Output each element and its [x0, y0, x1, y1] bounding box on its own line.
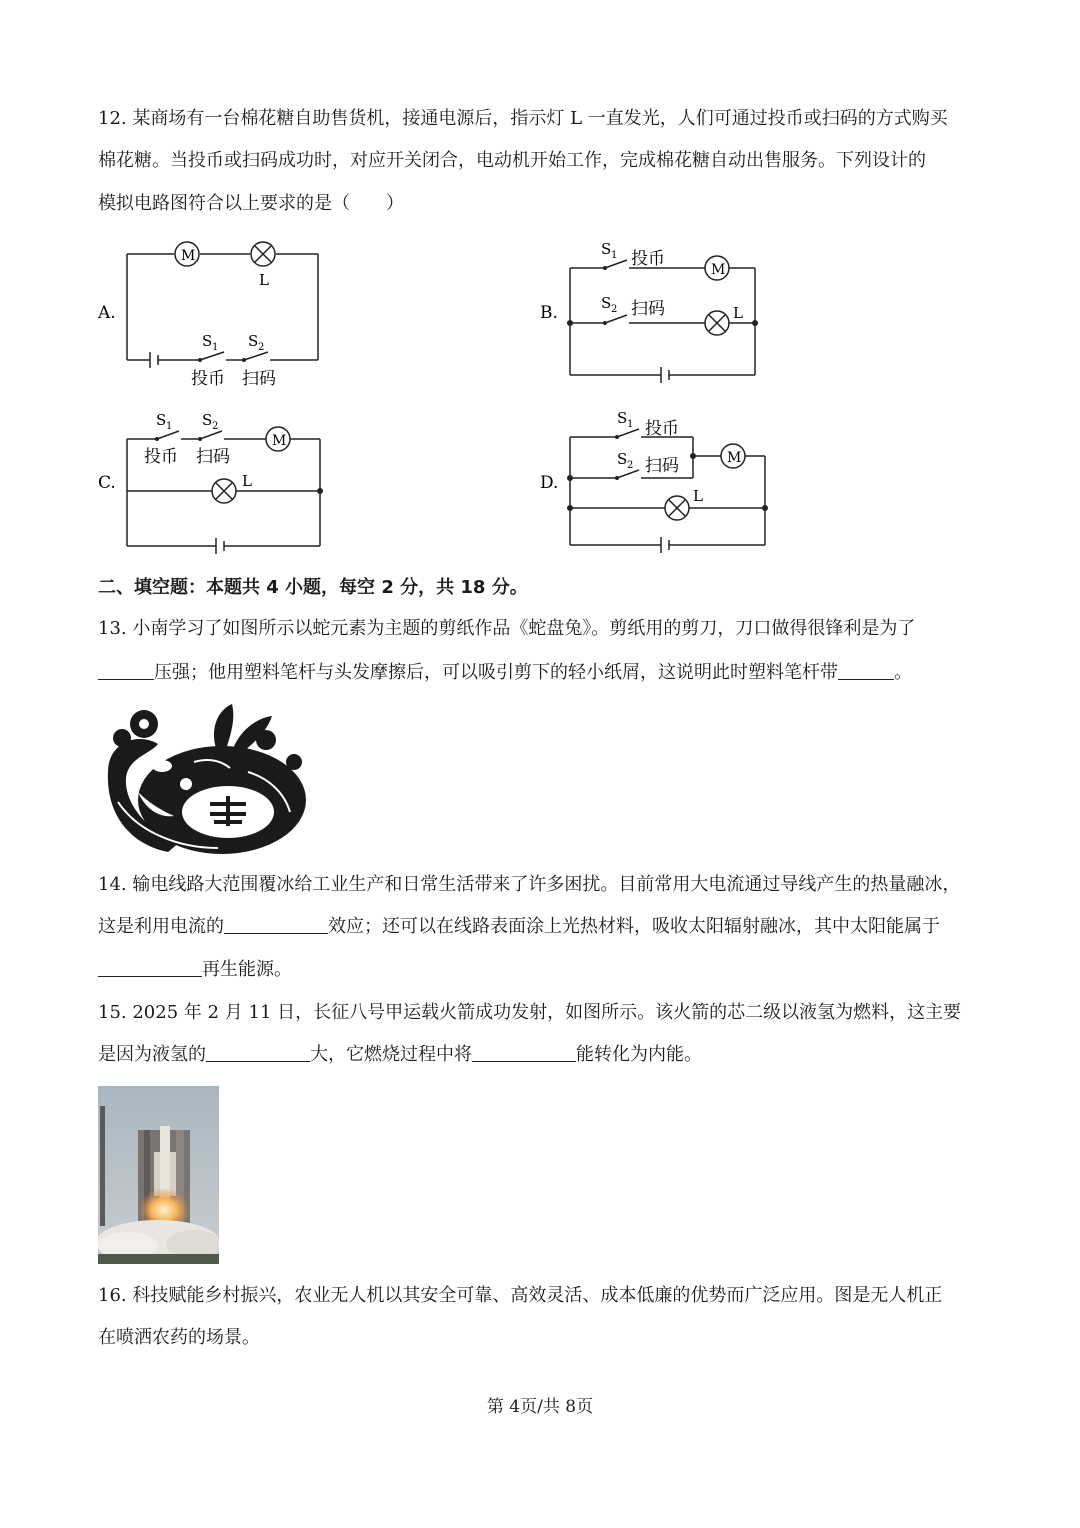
svg-text:投币: 投币 [631, 249, 665, 269]
svg-text:S: S [202, 332, 213, 350]
svg-text:M: M [181, 248, 196, 264]
q14-line1: 14. 输电线路大范围覆冰给工业生产和日常生活带来了许多困扰。目前常用大电流通过导线产生的热量融冰， [98, 874, 961, 895]
answer-blank[interactable] [98, 954, 202, 977]
q12-line2: 棉花糖。当投币或扫码成功时，对应开关闭合，电动机开始工作，完成棉花糖自动出售服务。下列设计的 [98, 150, 926, 171]
page-footer: 第 4页/共 8页 [486, 1397, 594, 1417]
svg-text:扫码: 扫码 [645, 456, 679, 476]
q12-line1: 某商场有一台棉花糖自助售货机，接通电源后，指示灯 L 一直发光，人们可通过投币或扫码的方式购买 [132, 108, 948, 129]
answer-blank[interactable] [472, 1039, 576, 1062]
svg-text:L: L [693, 487, 703, 505]
svg-text:投币: 投币 [191, 369, 225, 389]
option-b-label: B. [540, 303, 558, 323]
svg-text:2: 2 [258, 342, 265, 353]
option-a-label: A. [98, 303, 116, 323]
svg-text:S: S [156, 411, 167, 429]
svg-text:S: S [617, 450, 628, 468]
q12-line3: 模拟电路图符合以上要求的是（ ） [98, 193, 404, 214]
q13-line2: 压强；他用塑料笔杆与头发摩擦后，可以吸引剪下的轻小纸屑，这说明此时塑料笔杆带 。 [98, 652, 988, 694]
q14-line2: 这是利用电流的 效应；还可以在线路表面涂上光热材料，吸收太阳辐射融冰，其中太阳能属于 [98, 906, 988, 948]
circuit-a [92, 232, 332, 392]
svg-text:S: S [601, 240, 612, 258]
svg-text:投币: 投币 [645, 419, 679, 439]
paper-cut-snake-rabbit-image [98, 702, 310, 858]
answer-blank[interactable] [224, 911, 328, 934]
svg-text:1: 1 [166, 421, 173, 432]
section-2-heading: 二、填空题：本题共 4 小题，每空 2 分，共 18 分。 [98, 577, 528, 598]
answer-blank[interactable] [838, 657, 894, 680]
svg-text:S: S [248, 332, 259, 350]
svg-text:L: L [733, 304, 743, 322]
circuit-b [535, 234, 775, 384]
option-c-label: C. [98, 473, 116, 493]
svg-text:投币: 投币 [144, 447, 178, 467]
q13-line1: 13. 小南学习了如图所示以蛇元素为主题的剪纸作品《蛇盘兔》。剪纸用的剪刀，刀口做得很锋利是为了 [98, 618, 916, 639]
answer-blank[interactable] [206, 1039, 310, 1062]
svg-text:2: 2 [627, 460, 634, 471]
circuit-d [535, 404, 775, 554]
rocket-launch-photo [98, 1086, 219, 1264]
svg-text:M: M [711, 262, 726, 278]
q12-text [98, 98, 988, 140]
q16-line1: 16. 科技赋能乡村振兴，农业无人机以其安全可靠、高效灵活、成本低廉的优势而广泛应用。图是无人机正 [98, 1285, 943, 1306]
svg-text:S: S [202, 411, 213, 429]
svg-text:S: S [601, 294, 612, 312]
svg-text:L: L [259, 271, 269, 289]
svg-text:M: M [727, 450, 742, 466]
svg-text:扫码: 扫码 [631, 299, 665, 319]
svg-text:L: L [242, 472, 252, 490]
q16-line2: 在喷洒农药的场景。 [98, 1327, 260, 1348]
q15-line2: 是因为液氢的 大，它燃烧过程中将 能转化为内能。 [98, 1034, 988, 1076]
answer-blank[interactable] [98, 657, 154, 680]
q12-number: 12. [98, 108, 127, 129]
q15-line1: 15. 2025 年 2 月 11 日，长征八号甲运载火箭成功发射，如图所示。该火箭的芯二级以液氢为燃料，这主要 [98, 1002, 962, 1023]
option-d-label: D. [540, 473, 559, 493]
svg-text:2: 2 [212, 421, 219, 432]
svg-text:1: 1 [611, 250, 618, 261]
svg-text:扫码: 扫码 [242, 369, 276, 389]
svg-text:1: 1 [627, 419, 634, 430]
svg-text:2: 2 [611, 304, 618, 315]
svg-text:扫码: 扫码 [196, 447, 230, 467]
svg-text:1: 1 [212, 342, 219, 353]
q14-line3: 再生能源。 [98, 949, 988, 991]
svg-text:S: S [617, 409, 628, 427]
svg-text:M: M [272, 433, 287, 449]
circuit-c [92, 404, 332, 554]
